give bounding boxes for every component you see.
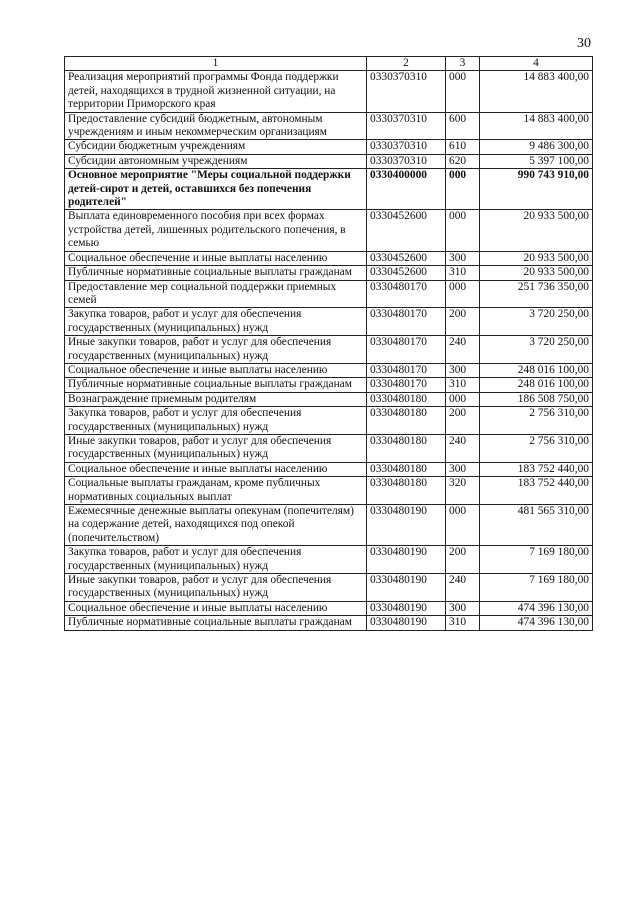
row-type: 310 <box>446 616 480 630</box>
row-code: 0330370310 <box>367 112 446 140</box>
row-type: 200 <box>446 546 480 574</box>
row-type: 000 <box>446 392 480 406</box>
table-row <box>65 616 593 630</box>
row-code: 0330480190 <box>367 546 446 574</box>
table-row <box>65 112 593 140</box>
row-type: 300 <box>446 363 480 377</box>
row-name: Публичные нормативные социальные выплаты гражданам <box>65 616 367 630</box>
row-name: Предоставление субсидий бюджетным, автономным учреждениям и иным некоммерческим организациям <box>65 112 367 140</box>
row-type: 000 <box>446 280 480 308</box>
row-type: 310 <box>446 378 480 392</box>
table-row <box>65 251 593 265</box>
row-type: 300 <box>446 251 480 265</box>
table-row <box>65 169 593 210</box>
table-row <box>65 378 593 392</box>
row-amount: 3 720 250,00 <box>480 308 593 336</box>
row-type: 000 <box>446 71 480 112</box>
table-row <box>65 363 593 377</box>
table-row <box>65 462 593 476</box>
row-name: Реализация мероприятий программы Фонда поддержки детей, находящихся в трудной жизненной ситуации, на территории Приморского края <box>65 71 367 112</box>
row-code: 0330400000 <box>367 169 446 210</box>
table-row <box>65 266 593 280</box>
row-name: Закупка товаров, работ и услуг для обеспечения государственных (муниципальных) нужд <box>65 546 367 574</box>
row-name: Социальное обеспечение и иные выплаты населению <box>65 363 367 377</box>
table-row <box>65 336 593 364</box>
row-type: 240 <box>446 336 480 364</box>
table-row <box>65 210 593 251</box>
row-code: 0330480180 <box>367 407 446 435</box>
row-amount: 5 397 100,00 <box>480 154 593 168</box>
row-amount: 20 933 500,00 <box>480 266 593 280</box>
row-type: 000 <box>446 169 480 210</box>
row-code: 0330480180 <box>367 477 446 505</box>
row-type: 320 <box>446 477 480 505</box>
row-name: Публичные нормативные социальные выплаты гражданам <box>65 378 367 392</box>
row-type: 200 <box>446 407 480 435</box>
row-amount: 251 736 350,00 <box>480 280 593 308</box>
table-body <box>65 71 593 630</box>
column-header-3: 3 <box>446 57 480 71</box>
row-code: 0330480170 <box>367 336 446 364</box>
row-amount: 248 016 100,00 <box>480 363 593 377</box>
row-name: Социальные выплаты гражданам, кроме публичных нормативных социальных выплат <box>65 477 367 505</box>
page-number: 30 <box>577 36 591 51</box>
row-amount: 474 396 130,00 <box>480 601 593 615</box>
row-amount: 474 396 130,00 <box>480 616 593 630</box>
column-header-1: 1 <box>65 57 367 71</box>
column-header-2: 2 <box>367 57 446 71</box>
table-row <box>65 434 593 462</box>
row-code: 0330370310 <box>367 154 446 168</box>
row-amount: 7 169 180,00 <box>480 574 593 602</box>
row-name: Субсидии бюджетным учреждениям <box>65 140 367 154</box>
row-type: 610 <box>446 140 480 154</box>
row-type: 310 <box>446 266 480 280</box>
row-name: Иные закупки товаров, работ и услуг для обеспечения государственных (муниципальных) нужд <box>65 574 367 602</box>
row-name: Основное мероприятие "Меры социальной поддержки детей-сирот и детей, оставшихся без попечения родителей" <box>65 169 367 210</box>
row-code: 0330480180 <box>367 392 446 406</box>
table-row <box>65 574 593 602</box>
table-row <box>65 505 593 546</box>
row-amount: 3 720 250,00 <box>480 336 593 364</box>
table-row <box>65 154 593 168</box>
row-name: Публичные нормативные социальные выплаты гражданам <box>65 266 367 280</box>
row-amount: 7 169 180,00 <box>480 546 593 574</box>
table-row <box>65 546 593 574</box>
row-code: 0330480170 <box>367 378 446 392</box>
row-type: 300 <box>446 601 480 615</box>
row-amount: 481 565 310,00 <box>480 505 593 546</box>
row-type: 000 <box>446 505 480 546</box>
row-code: 0330452600 <box>367 266 446 280</box>
table-row <box>65 601 593 615</box>
row-name: Социальное обеспечение и иные выплаты населению <box>65 462 367 476</box>
row-name: Выплата единовременного пособия при всех формах устройства детей, лишенных родительского попечения, в семью <box>65 210 367 251</box>
row-name: Иные закупки товаров, работ и услуг для обеспечения государственных (муниципальных) нужд <box>65 434 367 462</box>
row-code: 0330480170 <box>367 363 446 377</box>
row-name: Ежемесячные денежные выплаты опекунам (попечителям) на содержание детей, находящихся под опекой (попечительством) <box>65 505 367 546</box>
row-code: 0330480180 <box>367 434 446 462</box>
row-type: 600 <box>446 112 480 140</box>
row-name: Субсидии автономным учреждениям <box>65 154 367 168</box>
row-amount: 183 752 440,00 <box>480 477 593 505</box>
row-name: Социальное обеспечение и иные выплаты населению <box>65 251 367 265</box>
row-amount: 183 752 440,00 <box>480 462 593 476</box>
row-type: 240 <box>446 574 480 602</box>
row-code: 0330452600 <box>367 251 446 265</box>
row-type: 240 <box>446 434 480 462</box>
row-amount: 990 743 910,00 <box>480 169 593 210</box>
row-type: 620 <box>446 154 480 168</box>
row-amount: 2 756 310,00 <box>480 434 593 462</box>
table-header-row <box>65 57 593 71</box>
row-code: 0330480180 <box>367 462 446 476</box>
row-name: Закупка товаров, работ и услуг для обеспечения государственных (муниципальных) нужд <box>65 407 367 435</box>
budget-table <box>64 56 593 631</box>
table-row <box>65 392 593 406</box>
row-amount: 248 016 100,00 <box>480 378 593 392</box>
column-header-4: 4 <box>480 57 593 71</box>
row-amount: 14 883 400,00 <box>480 71 593 112</box>
table-row <box>65 140 593 154</box>
row-amount: 9 486 300,00 <box>480 140 593 154</box>
row-code: 0330480190 <box>367 616 446 630</box>
row-type: 000 <box>446 210 480 251</box>
row-name: Закупка товаров, работ и услуг для обеспечения государственных (муниципальных) нужд <box>65 308 367 336</box>
row-name: Вознаграждение приемным родителям <box>65 392 367 406</box>
row-code: 0330480190 <box>367 505 446 546</box>
table-row <box>65 71 593 112</box>
table-row <box>65 280 593 308</box>
row-code: 0330370310 <box>367 71 446 112</box>
row-amount: 2 756 310,00 <box>480 407 593 435</box>
row-code: 0330480170 <box>367 308 446 336</box>
row-amount: 14 883 400,00 <box>480 112 593 140</box>
row-code: 0330480170 <box>367 280 446 308</box>
row-amount: 20 933 500,00 <box>480 251 593 265</box>
row-code: 0330480190 <box>367 574 446 602</box>
row-code: 0330370310 <box>367 140 446 154</box>
row-type: 200 <box>446 308 480 336</box>
row-code: 0330452600 <box>367 210 446 251</box>
table-row <box>65 308 593 336</box>
table-row <box>65 407 593 435</box>
row-name: Иные закупки товаров, работ и услуг для обеспечения государственных (муниципальных) нужд <box>65 336 367 364</box>
row-type: 300 <box>446 462 480 476</box>
row-amount: 186 508 750,00 <box>480 392 593 406</box>
row-amount: 20 933 500,00 <box>480 210 593 251</box>
table-row <box>65 477 593 505</box>
row-code: 0330480190 <box>367 601 446 615</box>
row-name: Социальное обеспечение и иные выплаты населению <box>65 601 367 615</box>
row-name: Предоставление мер социальной поддержки приемных семей <box>65 280 367 308</box>
